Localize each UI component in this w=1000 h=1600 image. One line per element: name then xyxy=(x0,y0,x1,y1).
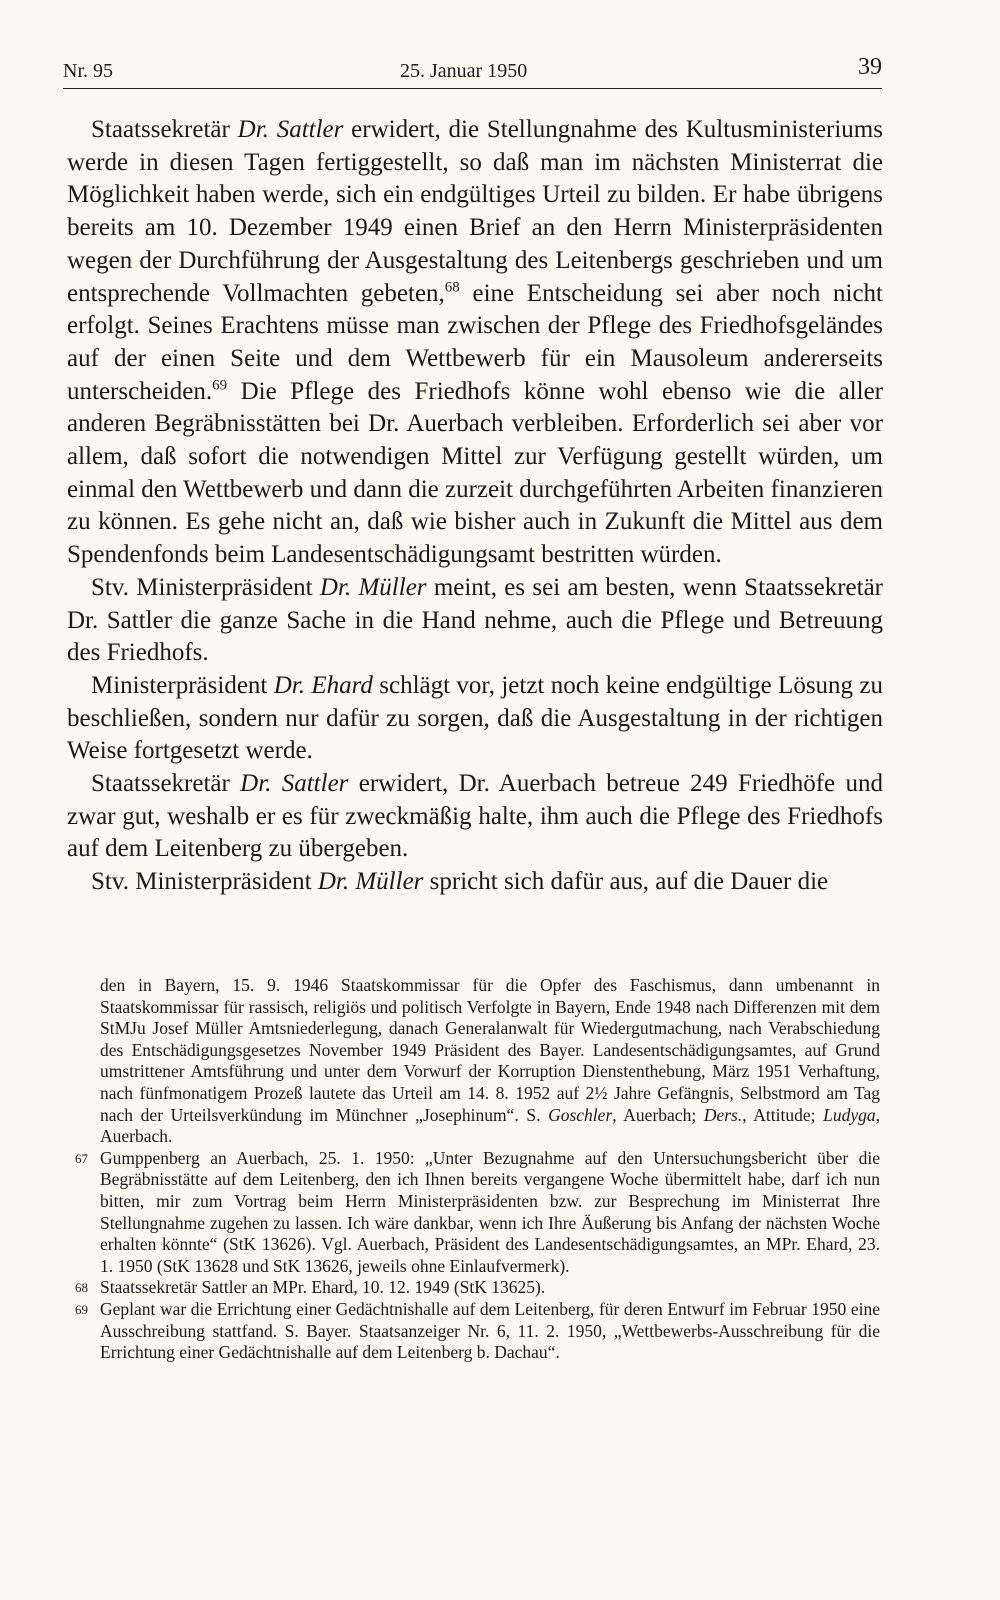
text-run: , Attitude; xyxy=(742,1104,824,1125)
footnote-continuation xyxy=(100,975,880,1148)
text-run: Staatssekretär Sattler an MPr. Ehard, 10. 12. 1949 (StK 13625). xyxy=(100,1277,546,1298)
footnote-reference[interactable]: 69 xyxy=(212,377,228,394)
body-paragraph xyxy=(67,768,883,866)
text-run: Stv. Ministerpräsident xyxy=(91,573,320,601)
footnote-reference[interactable]: 68 xyxy=(444,279,460,296)
running-head xyxy=(63,52,882,89)
body-paragraph xyxy=(67,114,883,572)
text-run: Geplant war die Errichtung einer Gedächtnishalle auf dem Leitenberg, für deren Entwurf im Februar 1950 eine Ausschreibung stattfand. S. Bayer. Staatsanzeiger Nr. 6, 11. 2. 1950, „Wettbewerbs-Ausschreibung für die Errichtung einer Gedächtnishalle auf dem Leitenberg b. Dachau“. xyxy=(100,1298,880,1363)
citation-author: Ders. xyxy=(703,1104,743,1125)
text-run: , Auerbach; xyxy=(612,1104,704,1125)
footnote-number: 68 xyxy=(75,1280,88,1296)
text-run: , Auerbach. xyxy=(100,1104,880,1147)
speaker-name: Dr. Sattler xyxy=(240,770,349,798)
footnote-68 xyxy=(75,1277,880,1299)
footnotes xyxy=(75,975,880,1364)
text-run: Staatssekretär xyxy=(91,770,241,798)
body-text xyxy=(67,114,883,899)
page-number: 39 xyxy=(858,54,882,80)
speaker-name: Dr. Müller xyxy=(319,573,427,601)
text-run: Die Pflege des Friedhofs könne wohl ebenso wie die aller anderen Begräbnisstätten bei Dr. Auerbach verbleiben. Erforderlich sei aber vor allem, daß sofort die notwendigen Mittel zur Verfügung gestellt würden, um einmal den Wettbewerb und dann die zurzeit durchgeführten Arbeiten finanzieren zu können. Es gehe nicht an, daß wie bisher auch in Zukunft die Mittel aus dem Spendenfonds beim Landesentschädigungsamt bestritten würden. xyxy=(67,377,883,569)
text-run: meint, es sei am besten, wenn Staatssekretär Dr. Sattler die ganze Sache in die Hand nehme, auch die Pflege und Betreuung des Friedhofs. xyxy=(67,573,883,667)
text-run: Staatssekretär xyxy=(91,116,238,143)
text-run: erwidert, Dr. Auerbach betreue 249 Friedhöfe und zwar gut, weshalb er es für zweckmäßig halte, ihm auch die Pflege des Friedhofs auf dem Leitenberg zu übergeben. xyxy=(67,770,883,863)
body-paragraph xyxy=(67,572,883,670)
speaker-name: Dr. Ehard xyxy=(273,671,373,699)
footnote-number: 69 xyxy=(75,1301,88,1317)
speaker-name: Dr. Müller xyxy=(317,868,424,896)
text-run: Ministerpräsident xyxy=(91,671,274,699)
footnote-number: 67 xyxy=(75,1150,88,1166)
citation-author: Ludyga xyxy=(823,1104,876,1125)
text-run: den in Bayern, 15. 9. 1946 Staatskommissar für die Opfer des Faschismus, dann umbenannt in Staatskommissar für rassisch, religiös und politisch Verfolgte in Bayern, Ende 1948 nach Differenzen mit dem StMJu Josef Müller Amtsniederlegung, danach Generalanwalt für Wiedergutmachung, nach Verabschiedung des Entschädigungsgesetzes November 1949 Präsident des Bayer. Landesentschädigungsamtes, auf Grund umstrittener Amtsführung und unter dem Vorwurf der Korruption Dienstenthebung, März 1951 Verhaftung, nach fünfmonatigem Prozeß lautete das Urteil am 14. 8. 1952 auf 2½ Jahre Gefängnis, Selbstmord am Tag nach der Urteilsverkündung im Münchner „Josephinum“. S. xyxy=(100,975,880,1125)
text-run: Stv. Ministerpräsident xyxy=(91,868,318,896)
citation-author: Goschler xyxy=(548,1104,613,1125)
text-run: schlägt vor, jetzt noch keine endgültige Lösung zu beschließen, sondern nur dafür zu sorgen, daß die Ausgestaltung in der richtigen Weise fortgesetzt werde. xyxy=(67,671,883,765)
document-date: 25. Januar 1950 xyxy=(400,60,528,82)
speaker-name: Dr. Sattler xyxy=(237,116,344,143)
footnote-67 xyxy=(75,1147,880,1278)
footnote-69 xyxy=(75,1298,880,1364)
text-run: Gumppenberg an Auerbach, 25. 1. 1950: „Unter Bezugnahme auf den Untersuchungsbericht über die Begräbnisstätte auf dem Leitenberg, den ich Ihnen bereits vergangene Woche übermittelt habe, darf ich nun bitten, mir zum Vortrag beim Herrn Ministerpräsidenten bzw. zur Besprechung im Ministerrat Ihre Stellungnahme zugehen zu lassen. Ich wäre dankbar, wenn ich Ihre Äußerung bis Anfang der nächsten Woche erhalten könnte“ (StK 13626). Vgl. Auerbach, Präsident des Landesentschädigungsamtes, an MPr. Ehard, 23. 1. 1950 (StK 13628 und StK 13626, jeweils ohne Einlaufvermerk). xyxy=(100,1147,880,1276)
text-run: erwidert, die Stellungnahme des Kultusministeriums werde in diesen Tagen fertiggestellt, so daß man im nächsten Ministerrat die Möglichkeit haben werde, sich ein endgültiges Urteil zu bilden. Er habe übrigens bereits am 10. Dezember 1949 einen Brief an den Herrn Ministerpräsidenten wegen der Durchführung der Ausgestaltung des Leitenbergs geschrieben und um entsprechende Vollmachten gebeten, xyxy=(67,116,883,307)
text-run: spricht sich dafür aus, auf die Dauer die xyxy=(423,868,829,896)
body-paragraph xyxy=(67,670,883,768)
document-number: Nr. 95 xyxy=(63,60,113,82)
text-run: eine Entscheidung sei aber noch nicht erfolgt. Seines Erachtens müsse man zwischen der Pflege des Friedhofsgeländes auf der einen Seite und dem Wettbewerb für ein Mausoleum andererseits unterscheiden. xyxy=(67,279,883,405)
body-paragraph xyxy=(67,866,883,899)
